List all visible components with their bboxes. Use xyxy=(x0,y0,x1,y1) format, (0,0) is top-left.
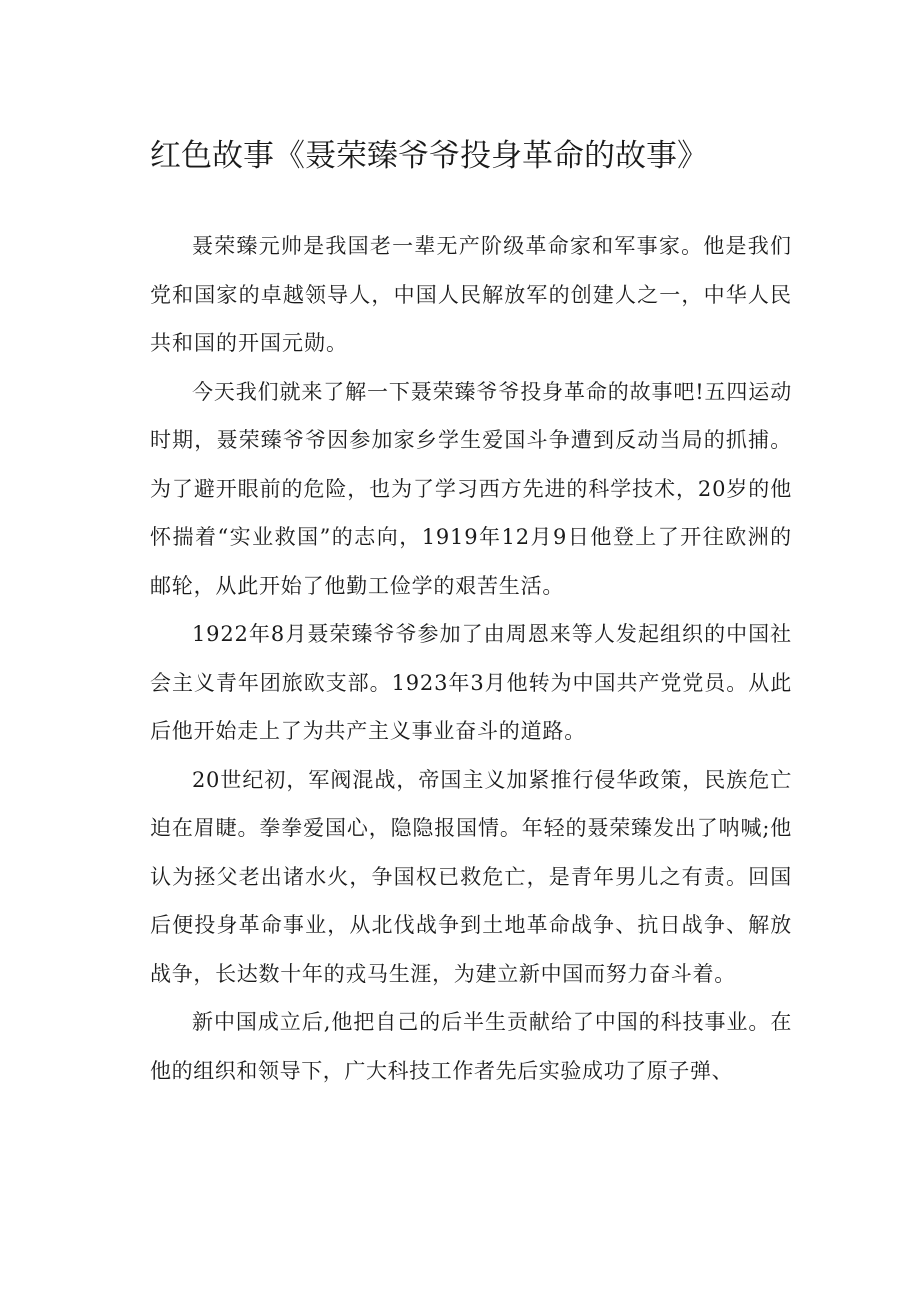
document-title: 红色故事《聂荣臻爷爷投身革命的故事》 xyxy=(150,138,708,174)
paragraph-1922: 1922年8月聂荣臻爷爷参加了由周恩来等人发起组织的中国社会主义青年团旅欧支部。1923年3月他转为中国共产党党员。从此后他开始走上了为共产主义事业奋斗的道路。 xyxy=(150,622,792,743)
paragraph-may-fourth: 今天我们就来了解一下聂荣臻爷爷投身革命的故事吧!五四运动时期，聂荣臻爷爷因参加家乡学生爱国斗争遭到反动当局的抓捕。为了避开眼前的危险，也为了学习西方先进的科学技术，20岁的他怀揣着“实业救国”的志向，1919年12月9日他登上了开往欧洲的邮轮，从此开始了他勤工俭学的艰苦生活。 xyxy=(150,379,792,598)
paragraph-new-china: 新中国成立后,他把自己的后半生贡献给了中国的科技事业。在他的组织和领导下，广大科技工作者先后实验成功了原子弹、 xyxy=(150,1010,792,1083)
paragraph-intro: 聂荣臻元帅是我国老一辈无产阶级革命家和军事家。他是我们党和国家的卓越领导人，中国人民解放军的创建人之一，中华人民共和国的开国元勋。 xyxy=(150,234,792,355)
paragraph-20th-century: 20世纪初，军阀混战，帝国主义加紧推行侵华政策，民族危亡迫在眉睫。拳拳爱国心，隐隐报国情。年轻的聂荣臻发出了呐喊;他认为拯父老出诸水火，争国权已救危亡，是青年男儿之有责。回国后便投身革命事业，从北伐战争到土地革命战争、抗日战争、解放战争，长达数十年的戎马生涯，为建立新中国而努力奋斗着。 xyxy=(150,767,792,986)
document-body xyxy=(150,222,792,1095)
